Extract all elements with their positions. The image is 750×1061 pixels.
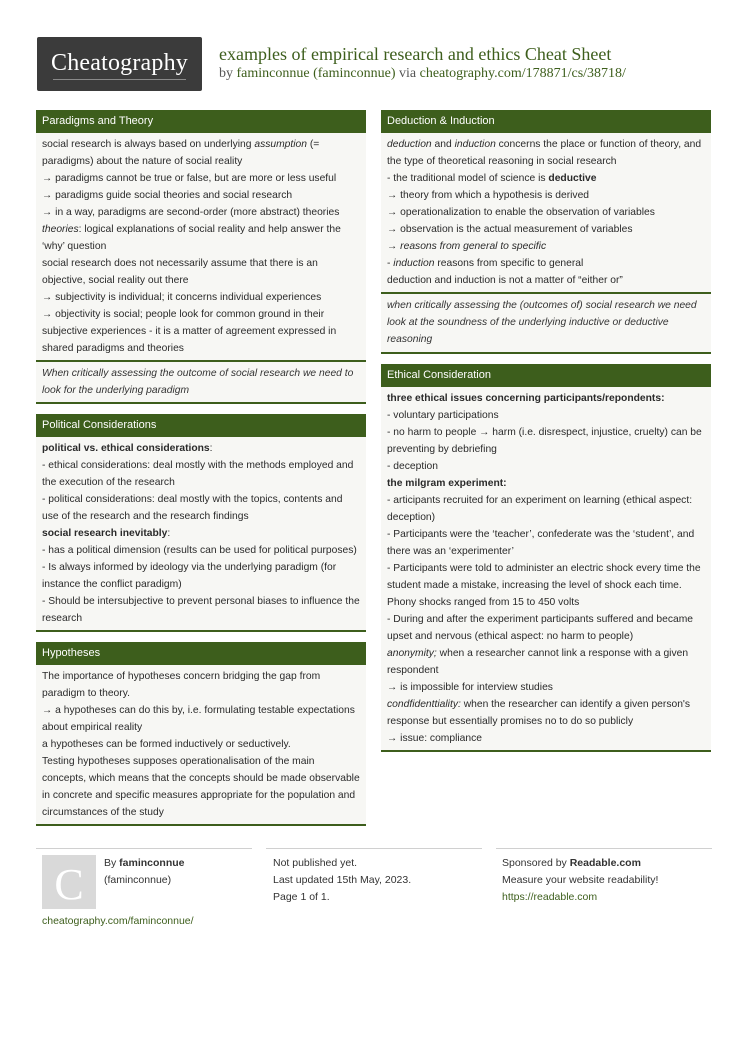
- paragraph: deduction and induction is not a matter of “either or”: [387, 275, 623, 286]
- section-title: Paradigms and Theory: [36, 110, 366, 133]
- section-body: [36, 133, 366, 360]
- paradigms-section: [36, 110, 366, 404]
- footer-divider: [496, 848, 712, 849]
- byline: [219, 66, 626, 82]
- paragraph: deduction and induction concerns the place or function of theory, and the type of theoretical reasoning in social research: [387, 139, 702, 167]
- logo-text: Cheatography: [50, 50, 189, 76]
- section-body: [36, 437, 366, 630]
- paragraph: theories: logical explanations of social reality and help answer the ‘why’ question: [42, 224, 341, 252]
- paragraph: - Participants were told to administer an electric shock every time the student made a mistake, increasing the level of shock each time. Phony shocks ranged from 15 to 450 volts: [387, 562, 701, 608]
- paragraph: - Participants were the ‘teacher’, confederate was the ‘student’, and there was an ‘experimenter’: [387, 528, 695, 557]
- paragraph: → operationalization to enable the observation of variables: [387, 207, 655, 218]
- paragraph: a hypotheses can be formed inductively or seductively.: [42, 739, 291, 751]
- paragraph: → observation is the actual measurement of variables: [387, 224, 633, 235]
- paragraph: → paradigms cannot be true or false, but are more or less useful: [42, 173, 337, 184]
- via-text: via: [395, 66, 420, 81]
- footer-divider: [266, 848, 482, 849]
- footer-divider: [36, 848, 252, 849]
- paragraph: - has a political dimension (results can be used for political purposes): [42, 545, 357, 557]
- paragraph: social research is always based on underlying assumption (= paradigms) about the nature of social reality: [42, 139, 320, 167]
- ethical-section: [381, 364, 711, 752]
- published-status: Not published yet.: [273, 857, 358, 869]
- section-title: Hypotheses: [36, 642, 366, 665]
- sponsor-link[interactable]: Readable.com: [569, 857, 641, 869]
- political-section: [36, 414, 366, 632]
- paragraph: social research inevitably:: [42, 528, 171, 540]
- paragraph: - no harm to people → harm (i.e. disrespect, injustice, cruelty) can be preventing by debriefing: [387, 426, 702, 455]
- section-note: When critically assessing the outcome of social research we need to look for the underlying paradigm: [42, 368, 354, 397]
- paragraph: - During and after the experiment participants suffered and became upset and nervous (ethical aspect: no harm to people): [387, 613, 694, 642]
- paragraph: - induction reasons from specific to general: [387, 258, 584, 269]
- section-note: when critically assessing the (outcomes of) social research we need look at the soundness of the underlying inductive or deductive reasoning: [387, 300, 697, 346]
- paragraph: → is impossible for interview studies: [387, 681, 553, 693]
- paragraph: condfidenttiality: when the researcher can identify a given person's response but essentially promises no to do so publicly: [387, 698, 691, 727]
- author-name-link[interactable]: faminconnue: [119, 857, 185, 869]
- section-body: [381, 133, 711, 292]
- footer-author: [104, 855, 185, 889]
- paragraph: - Should be intersubjective to prevent personal biases to influence the research: [42, 596, 360, 625]
- paragraph: social research does not necessarily assume that there is an objective, social reality out there: [42, 258, 318, 286]
- sponsor-tagline: Measure your website readability!: [502, 874, 659, 886]
- paragraph: three ethical issues concerning participants/repondents:: [387, 392, 665, 404]
- author-handle: (faminconnue): [104, 874, 172, 886]
- page-number: Page 1 of 1.: [273, 891, 330, 903]
- deduction-section: [381, 110, 711, 354]
- section-title: Ethical Consideration: [381, 364, 711, 387]
- paragraph: → reasons from general to specific: [387, 241, 547, 252]
- avatar[interactable]: [42, 855, 96, 909]
- paragraph: The importance of hypotheses concern bridging the gap from paradigm to theory.: [42, 671, 321, 700]
- section-title: Political Considerations: [36, 414, 366, 437]
- sponsor-prefix: Sponsored by: [502, 857, 570, 869]
- footer-sponsor: [502, 855, 658, 906]
- paragraph: - ethical considerations: deal mostly with the methods employed and the execution of the research: [42, 460, 354, 489]
- left-column: [36, 110, 366, 836]
- section-body: [36, 665, 366, 824]
- last-updated: Last updated 15th May, 2023.: [273, 874, 412, 886]
- paragraph: → in a way, paradigms are second-order (more abstract) theories: [42, 207, 340, 218]
- author-link[interactable]: faminconnue (faminconnue): [236, 66, 396, 81]
- paragraph: - voluntary participations: [387, 409, 499, 421]
- paragraph: → subjectivity is individual; it concerns individual experiences: [42, 292, 322, 303]
- by-prefix: by: [219, 66, 237, 81]
- page-title: examples of empirical research and ethics Cheat Sheet: [219, 44, 612, 64]
- section-title: Deduction & Induction: [381, 110, 711, 133]
- profile-link[interactable]: cheatography.com/faminconnue/: [42, 915, 194, 927]
- hypotheses-section: [36, 642, 366, 826]
- paragraph: → objectivity is social; people look for common ground in their subjective experiences - it is a matter of agreement expressed in shared paradigms and theories: [42, 309, 337, 354]
- paragraph: anonymity; when a researcher cannot link a response with a given respondent: [387, 647, 689, 676]
- paragraph: → theory from which a hypothesis is derived: [387, 190, 590, 201]
- right-column: [381, 110, 711, 762]
- by-label: By: [104, 857, 120, 869]
- paragraph: - Is always informed by ideology via the underlying paradigm (for instance the conflict paradigm): [42, 562, 337, 591]
- paragraph: → a hypotheses can do this by, i.e. formulating testable expectations about empirical reality: [42, 705, 355, 734]
- paragraph: - deception: [387, 460, 438, 472]
- paragraph: the milgram experiment:: [387, 477, 507, 489]
- paragraph: - articipants recruited for an experiment on learning (ethical aspect: deception): [387, 494, 693, 523]
- sheet-url-link[interactable]: cheatography.com/178871/cs/38718/: [419, 66, 626, 81]
- section-body: [381, 387, 711, 750]
- paragraph: → issue: compliance: [387, 732, 482, 744]
- paragraph: Testing hypotheses supposes operationalisation of the main concepts, which means that the concepts should be made observable in concrete and specific measures appropriate for the population and circumstances of the study: [42, 756, 360, 819]
- footer-publication-info: [273, 855, 411, 906]
- avatar-letter: C: [54, 860, 84, 909]
- paragraph: - political considerations: deal mostly with the topics, contents and use of the research and the research findings: [42, 494, 343, 523]
- paragraph: political vs. ethical considerations:: [42, 443, 213, 455]
- paragraph: → paradigms guide social theories and social research: [42, 190, 293, 201]
- sponsor-url-link[interactable]: https://readable.com: [502, 891, 598, 903]
- cheatography-logo[interactable]: [37, 37, 202, 91]
- paragraph: - the traditional model of science is deductive: [387, 173, 597, 184]
